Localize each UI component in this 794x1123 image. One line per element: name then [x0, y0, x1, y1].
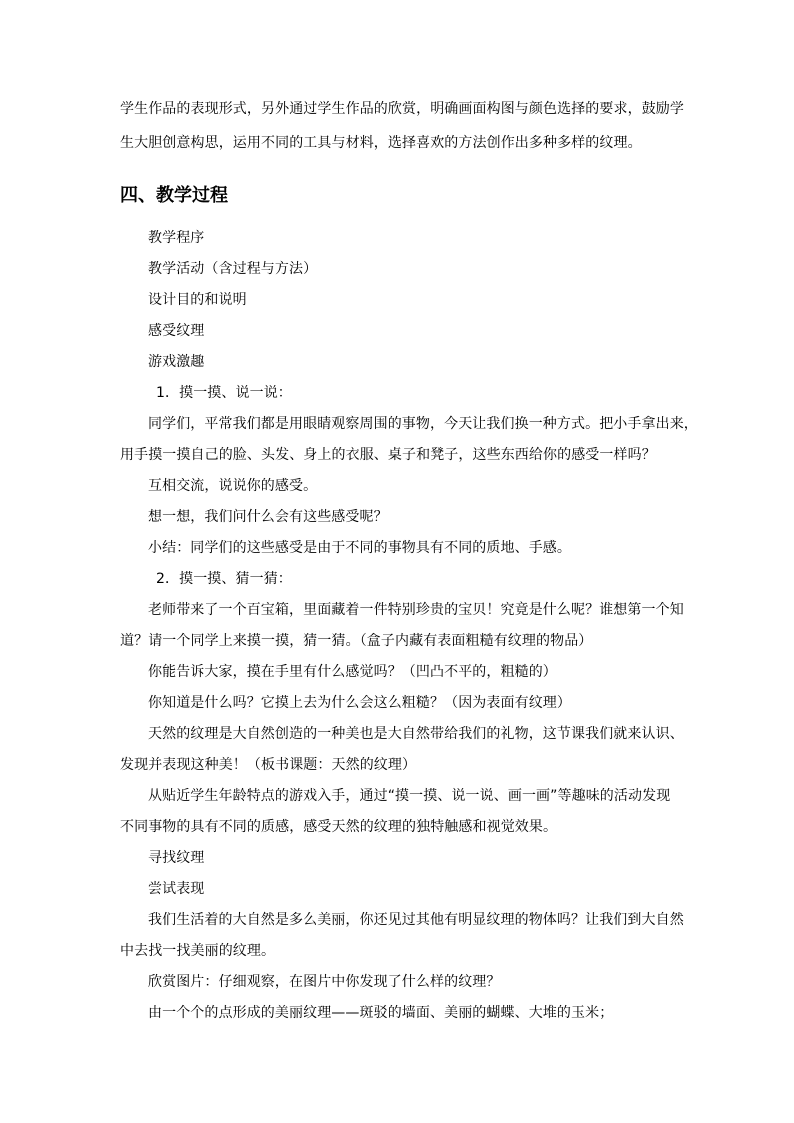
body-line: 中去找一找美丽的纹理。: [120, 943, 276, 959]
body-line: 我们生活着的大自然是多么美丽，你还见过其他有明显纹理的物体吗？让我们到大自然: [148, 912, 684, 928]
body-line: 小结：同学们的这些感受是由于不同的事物具有不同的质地、手感。: [148, 540, 571, 556]
intro-line-2: 生大胆创意构思，运用不同的工具与材料，选择喜欢的方法创作出多种多样的纹理。: [120, 135, 642, 151]
body-line: 游戏激趣: [148, 354, 205, 370]
body-line: 尝试表现: [148, 881, 205, 897]
body-line: 寻找纹理: [148, 850, 205, 866]
body-line: 你知道是什么吗？它摸上去为什么会这么粗糙？（因为表面有纹理）: [148, 695, 571, 711]
body-line: 互相交流，说说你的感受。: [148, 478, 318, 494]
body-line: 老师带来了一个百宝箱，里面藏着一件特别珍贵的宝贝！究竟是什么呢？谁想第一个知: [148, 602, 684, 618]
body-line: 不同事物的具有不同的质感，感受天然的纹理的独特触感和视觉效果。: [120, 819, 558, 835]
body-line: 教学活动（含过程与方法）: [148, 261, 318, 277]
body-line: 道？请一个同学上来摸一摸，猜一猜。（盒子内藏有表面粗糙有纹理的物品）: [120, 633, 593, 649]
body-line: 由一个个的点形成的美丽纹理——斑驳的墙面、美丽的蝴蝶、大堆的玉米；: [148, 1005, 614, 1021]
body-line: 从贴近学生年龄特点的游戏入手，通过“摸一摸、说一说、画一画”等趣味的活动发现: [148, 788, 671, 804]
body-line: 想一想，我们问什么会有这些感受呢？: [148, 509, 388, 525]
body-line: 发现并表现这种美！（板书课题：天然的纹理）: [120, 757, 417, 773]
body-line: 教学程序: [148, 230, 205, 246]
intro-line-1: 学生作品的表现形式，另外通过学生作品的欣赏，明确画面构图与颜色选择的要求，鼓励学: [120, 101, 684, 117]
body-line: 感受纹理: [148, 323, 205, 339]
body-line: 用手摸一摸自己的脸、头发、身上的衣服、桌子和凳子，这些东西给你的感受一样吗？: [120, 447, 656, 463]
body-line: 设计目的和说明: [148, 292, 247, 308]
body-line: 2．摸一摸、猜一猜：: [156, 571, 292, 587]
body-line: 你能告诉大家，摸在手里有什么感觉吗？（凹凸不平的，粗糙的）: [148, 664, 557, 680]
section-heading: 四、教学过程: [120, 185, 228, 206]
body-line: 1．摸一摸、说一说：: [156, 385, 292, 401]
body-line: 天然的纹理是大自然创造的一种美也是大自然带给我们的礼物，这节课我们就来认识、: [148, 726, 684, 742]
body-line: 同学们，平常我们都是用眼睛观察周围的事物，今天让我们换一种方式。把小手拿出来，: [148, 416, 698, 432]
body-line: 欣赏图片：仔细观察，在图片中你发现了什么样的纹理？: [148, 974, 501, 990]
